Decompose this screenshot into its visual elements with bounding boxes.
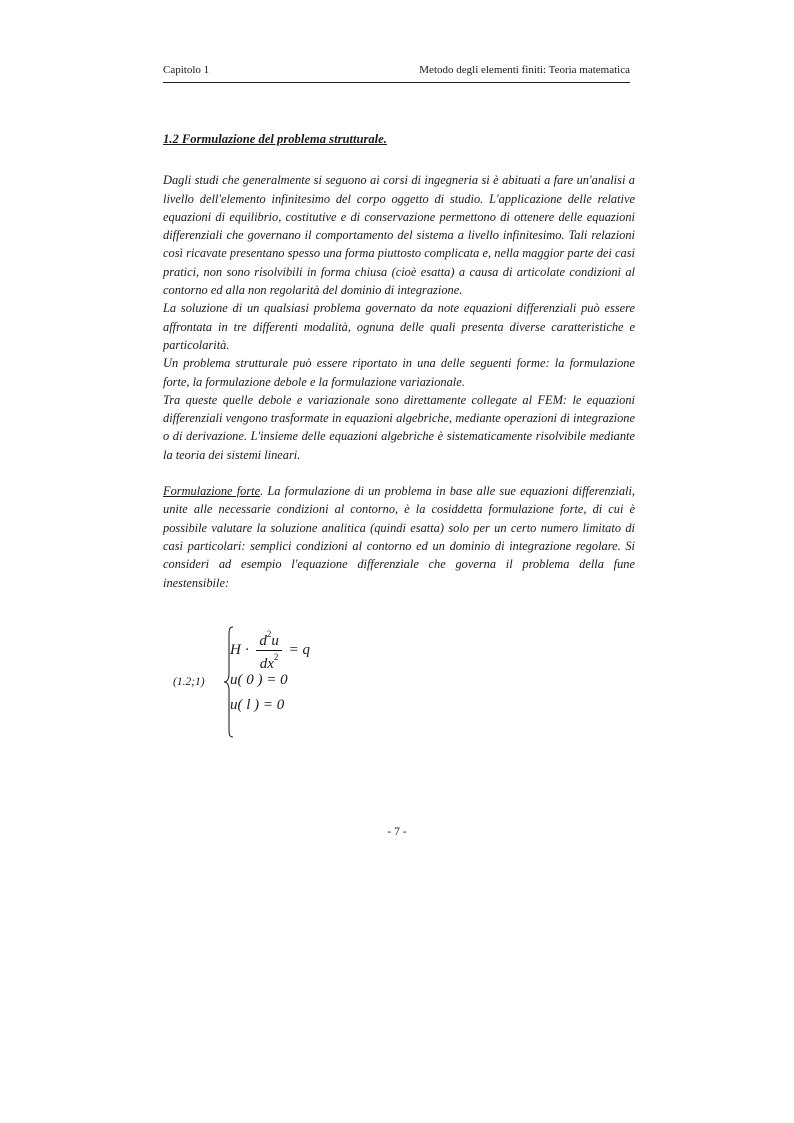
eq-lhs: H <box>230 641 241 658</box>
eq-numerator: $d^2u$ <box>256 628 282 651</box>
header-chapter: Capitolo 1 <box>163 64 210 76</box>
page-header <box>163 64 630 83</box>
strong-form-label: Formulazione forte <box>163 484 261 499</box>
eq-fraction <box>256 628 282 673</box>
paragraph-3: Un problema strutturale può essere riportato in una delle seguenti forme: la formulazione forte, la formulazione debole e la formulazione variazionale. <box>163 356 635 389</box>
page-number: - 7 - <box>387 826 407 838</box>
paragraph-2: La soluzione di un qualsiasi problema governato da note equazioni differenziali può essere affrontata in tre differenti modalità, ognuna delle quali presenta diverse caratteristiche e particolarità. <box>163 301 635 352</box>
paragraph-1: Dagli studi che generalmente si seguono ai corsi di ingegneria si è abituati a fare un'analisi a livello dell'elemento infinitesimo del corpo oggetto di studio. L'applicazione delle relative equazioni di equilibrio, costitutive e di conservazione permettono di ottenere delle equazioni differenziali che governano il comportamento del sistema a livello infinitesimo. Tali relazioni così ricavate presentano spesso una forma piuttosto complicata e, nella maggior parte dei casi pratici, non sono risolvibili in forma chiusa (cioè esatta) a causa di articolate condizioni al contorno ed alla non regolarità del dominio di integrazione. <box>163 173 635 298</box>
equation-line-1 <box>230 628 310 673</box>
eq-denominator: $dx^2$ <box>259 652 279 672</box>
eq-rhs: = q <box>288 641 310 658</box>
equation-label: (1.2;1) <box>173 676 205 688</box>
eq-dot: · <box>244 641 250 658</box>
section-title: 1.2 Formulazione del problema strutturale. <box>163 132 387 146</box>
paragraph-strong-form <box>163 482 635 592</box>
equation-line-2: u( 0 ) = 0 <box>230 672 288 688</box>
equation-block <box>163 626 463 740</box>
strong-form-text: . La formulazione di un problema in base alle sue equazioni differenziali, unite alle necessarie condizioni al contorno, è la cosiddetta formulazione forte, di cui è possibile valutare la soluzione analitica (quindi esatta) solo per un certo numero limitato di casi particolari: semplici condizioni al contorno ed un dominio di integrazione regolare. Si consideri ad esempio l'equazione differenziale che governa il problema della fune inestensibile: <box>163 484 635 590</box>
main-content <box>163 130 635 592</box>
header-title: Metodo degli elementi finiti: Teoria matematica <box>419 64 630 76</box>
equation-line-3: u( l ) = 0 <box>230 697 285 713</box>
paragraph-4: Tra queste quelle debole e variazionale sono direttamente collegate al FEM: le equazioni differenziali vengono trasformate in equazioni algebriche, mediante operazioni di integrazione o di derivazione. L'insieme delle equazioni algebriche è sistematicamente risolvibile mediante la teoria dei sistemi lineari. <box>163 392 635 462</box>
